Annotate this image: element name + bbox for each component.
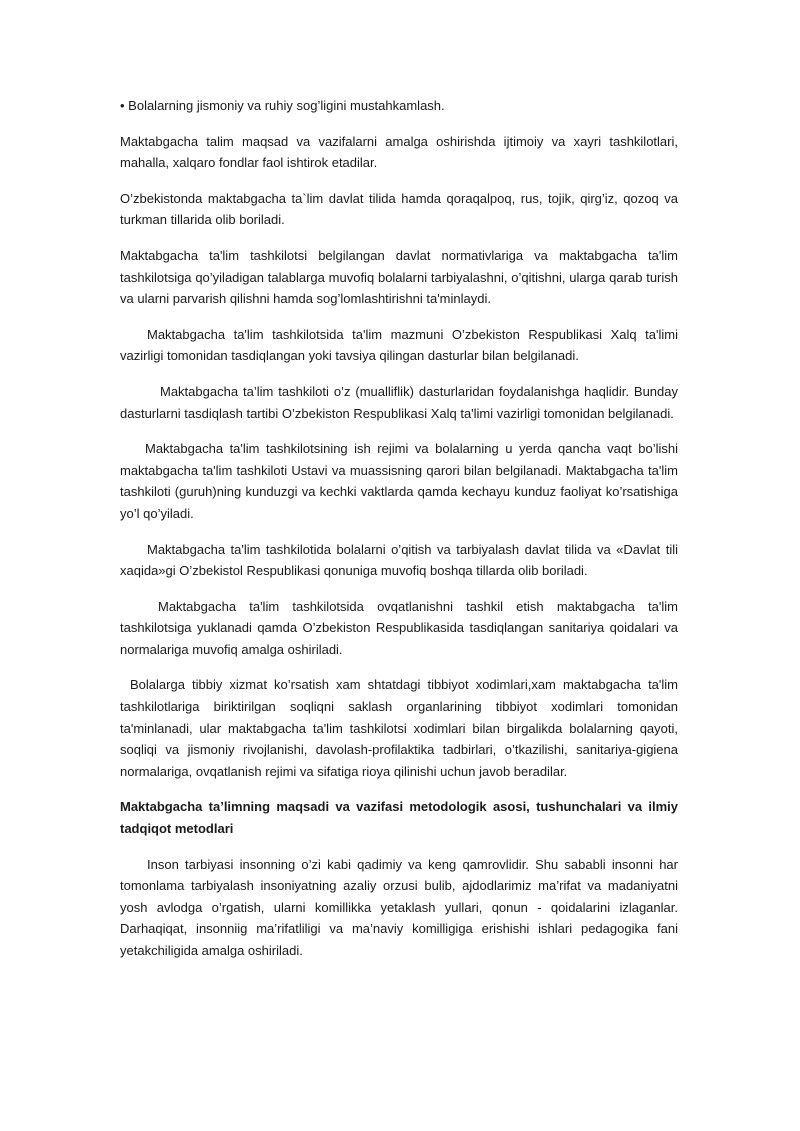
paragraph-normatives: Maktabgacha ta'lim tashkilotsi belgilangan davlat normativlariga va maktabgacha ta'lim tashkilotsiga qo’yiladigan talablarga muvofiq bolalarni tarbiyalashni, o’qitishni, ularga qarab turish va ularni parvarish qilishni hamda sog’lomlashtirishni ta'minlaydi. [120,247,678,307]
paragraph-content: Maktabgacha ta'lim tashkilotsida ta'lim mazmuni O’zbekiston Respublikasi Xalq ta'limi vazirligi tomonidan tasdiqlangan yoki tavsiya qilingan dasturlar bilan belgilanadi. [120,326,678,364]
section-heading: Maktabgacha ta’limning maqsadi va vazifasi metodologik asosi, tushunchalari va ilmiy tadqiqot metodlari [120,799,678,837]
document-page [120,95,678,976]
paragraph-participation: Maktabgacha talim maqsad va vazifalarni amalga oshirishda ijtimoiy va xayri tashkilotlari, mahalla, xalqaro fondlar faol ishtirok etadilar. [120,133,678,171]
paragraph-bullet: • Bolalarning jismoniy va ruhiy sog’ligini mustahkamlash. [120,98,445,113]
paragraph-work-regime: Maktabgacha ta'lim tashkilotsining ish rejimi va bolalarning u yerda qancha vaqt bo’lishi maktabgacha ta'lim tashkiloti Ustavi va muassisning qarori bilan belgilanadi. Maktabgacha ta'lim tashkiloti (guruh)ning kunduzgi va kechki vaktlarda qamda kechayu kunduz faoliyat ko’rsatishiga yo’l qo’yiladi. [120,441,678,521]
paragraph-state-language: Maktabgacha ta'lim tashkilotida bolalarni o’qitish va tarbiyalash davlat tilida va «Davlat tili xaqida»gi O’zbekistol Respublikasi qonuniga muvofiq boshqa tillarda olib boriladi. [120,541,678,579]
paragraph-medical-service: Bolalarga tibbiy xizmat ko’rsatish xam shtatdagi tibbiyot xodimlari,xam maktabgacha ta'lim tashkilotlariga biriktirilgan soqliqni saklash organlarining tibbiyot xodimlari tomonidan ta'minlanadi, ular maktabgacha ta'lim tashkilotsi xodimlari bilan birgalikda bolalarning qayoti, soqliqi va jismoniy rivojlanishi, davolash-profilaktika tadbirlari, o’tkazilishi, sanitariya-gigiena normalariga, ovqatlanish rejimi va sifatiga rioya qilinishi uchun javob beradilar. [120,677,678,779]
paragraph-education-history: Inson tarbiyasi insonning o’zi kabi qadimiy va keng qamrovlidir. Shu sababli insonni har tomonlama tarbiyalash insoniyatning azaliy orzusi bulib, ajdodlarimiz ma’rifat va madaniyatni yosh avlodga o’rgatish, ularni komillikka yetaklash yullari, qonun - qoidalarini izlaganlar. Darhaqiqat, insonniig ma’rifatliligi va ma’naviy komilligiga erishishi ishlari pedagogika fani yetakchiligida amalga oshiriladi. [120,856,678,958]
paragraph-languages: O’zbekistonda maktabgacha ta`lim davlat tilida hamda qoraqalpoq, rus, tojik, qirg’iz, qozoq va turkman tillarida olib boriladi. [120,190,678,228]
paragraph-programs: Maktabgacha ta’lim tashkiloti o’z (mualliflik) dasturlaridan foydalanishga haqlidir. Bunday dasturlarni tasdiqlash tartibi O’zbekiston Respublikasi Xalq ta'limi vazirligi tomonidan belgilanadi. [120,383,678,421]
paragraph-nutrition: Maktabgacha ta'lim tashkilotsida ovqatlanishni tashkil etish maktabgacha ta'lim tashkilotsiga yuklanadi qamda O’zbekiston Respublikasida tasdiqlangan sanitariya qoidalari va normalariga muvofiq amalga oshiriladi. [120,598,678,657]
